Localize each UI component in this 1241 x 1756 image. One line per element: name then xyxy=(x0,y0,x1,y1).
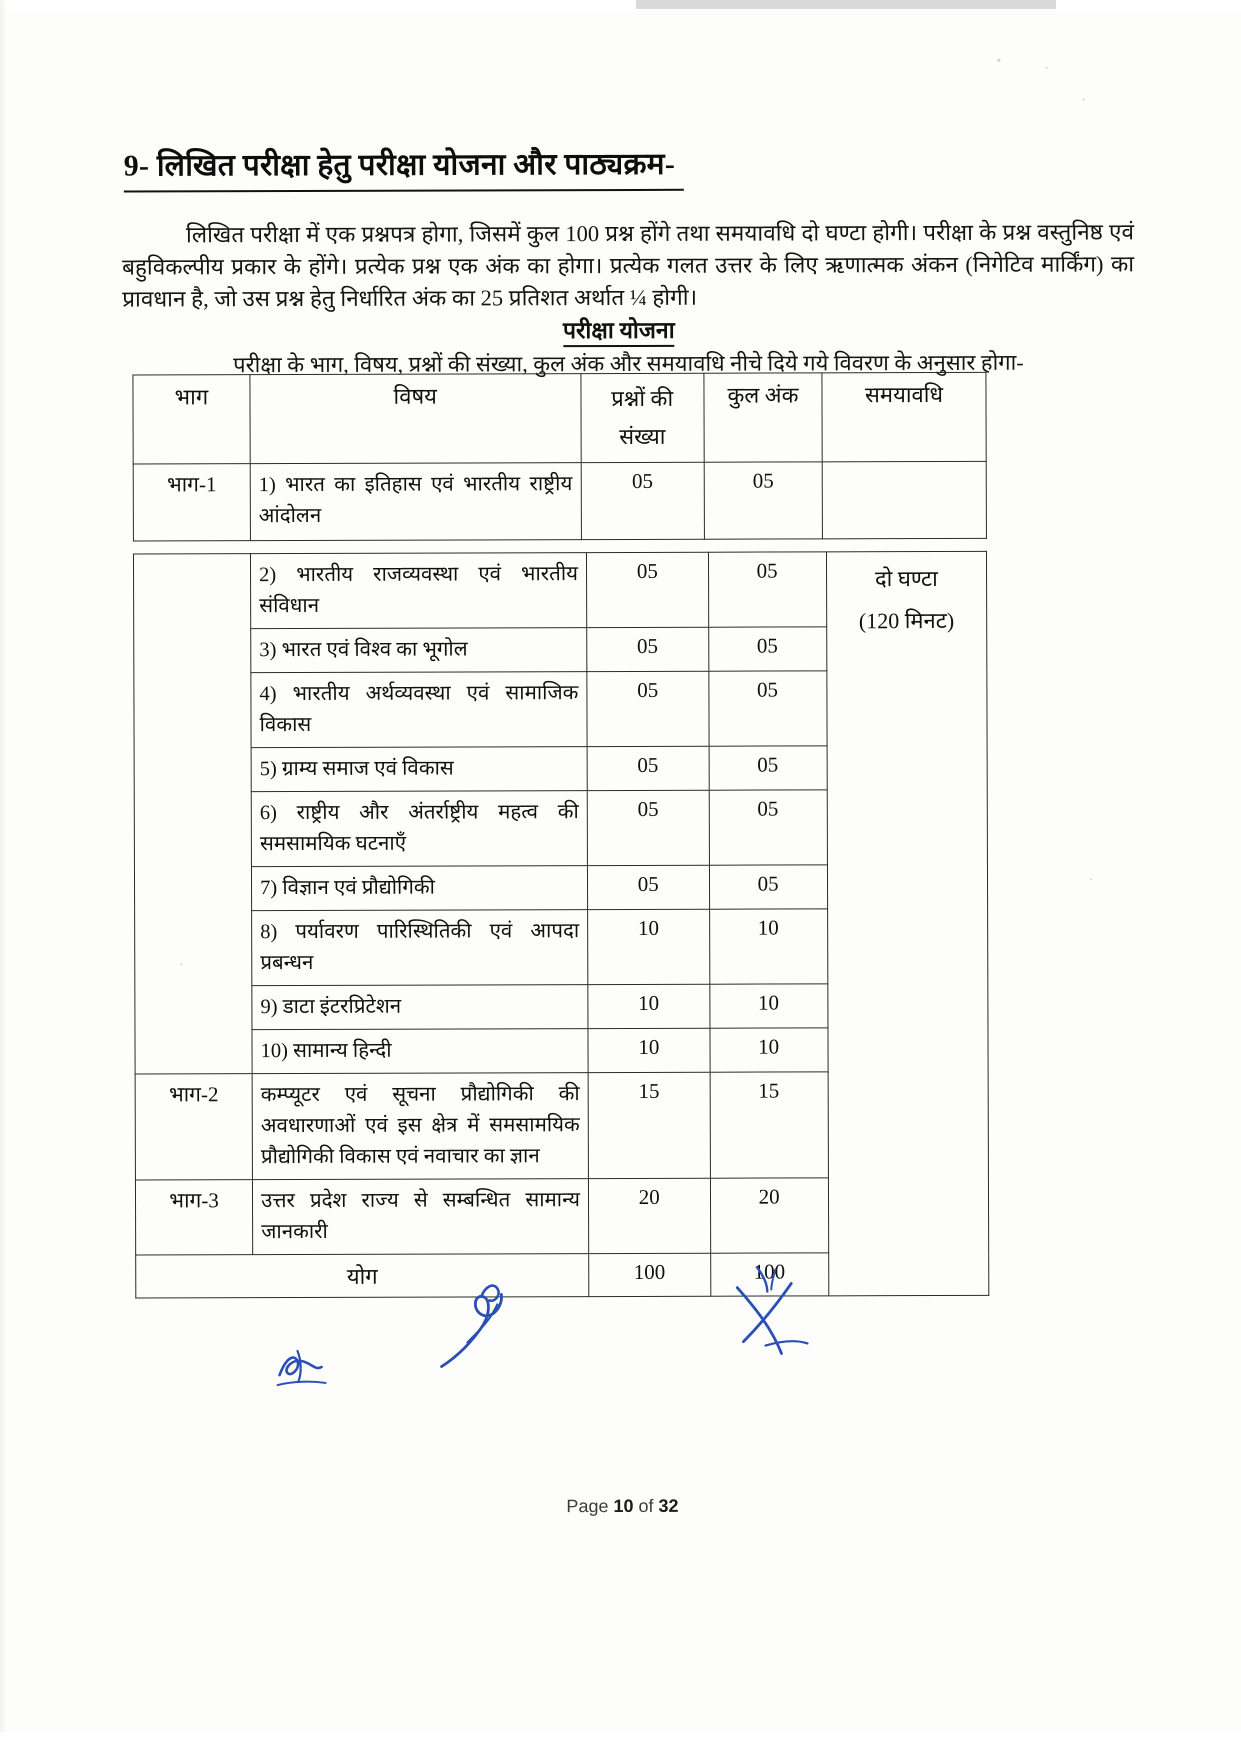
marks-cell: 05 xyxy=(709,746,827,790)
marks-cell: 05 xyxy=(708,552,826,627)
questions-cell: 05 xyxy=(586,552,708,627)
questions-cell: 05 xyxy=(587,790,709,865)
subject-cell: 2) भारतीय राजव्यवस्था एवं भारतीय संविधान xyxy=(251,553,587,629)
subject-cell: 8) पर्यावरण पारिस्थितिकी एवं आपदा प्रबन्धन xyxy=(252,910,588,986)
questions-cell: 05 xyxy=(587,627,709,671)
subject-cell: कम्प्यूटर एवं सूचना प्रौद्योगिकी की अवधारणाओं एवं इस क्षेत्र में समसामयिक प्रौद्योगिकी विकास एवं नवाचार का ज्ञान xyxy=(252,1073,588,1180)
subject-cell: 10) सामान्य हिन्दी xyxy=(252,1029,588,1074)
duration-cell-empty xyxy=(822,461,986,539)
subject-cell: 3) भारत एवं विश्व का भूगोल xyxy=(251,628,587,673)
scan-speck xyxy=(1090,879,1092,881)
questions-cell: 15 xyxy=(588,1072,710,1178)
questions-cell: 05 xyxy=(587,865,709,909)
marks-cell: 20 xyxy=(710,1178,828,1253)
column-header-questions-line1: प्रश्नों की xyxy=(611,385,674,412)
marks-cell: 05 xyxy=(704,462,822,539)
exam-scheme-table-wrapper xyxy=(132,372,989,1299)
marks-cell: 10 xyxy=(709,909,827,984)
subject-cell: 9) डाटा इंटरप्रिटेशन xyxy=(252,985,588,1030)
signature-left xyxy=(271,1331,361,1401)
subject-cell: 5) ग्राम्य समाज एवं विकास xyxy=(251,747,587,792)
scan-speck xyxy=(1083,99,1085,101)
subject-cell: 1) भारत का इतिहास एवं भारतीय राष्ट्रीय आंदोलन xyxy=(250,463,581,541)
exam-scheme-table-block-1 xyxy=(132,372,987,542)
questions-cell: 05 xyxy=(581,462,705,539)
column-header-subject: विषय xyxy=(250,374,581,464)
marks-cell: 05 xyxy=(708,671,826,746)
scan-speck xyxy=(997,59,1000,62)
subject-cell: उत्तर प्रदेश राज्य से सम्बन्धित सामान्य जानकारी xyxy=(253,1179,589,1255)
marks-cell: 05 xyxy=(708,627,826,671)
column-header-duration: समयावधि xyxy=(822,372,986,462)
exam-plan-heading-text: परीक्षा योजना xyxy=(563,318,675,347)
column-header-questions xyxy=(580,373,704,462)
marks-cell: 10 xyxy=(710,1028,828,1072)
scan-speck xyxy=(180,963,182,965)
scan-speck xyxy=(1045,67,1047,69)
part-label-1-continued-spacer xyxy=(133,554,252,1074)
footer-middle: of xyxy=(633,1495,659,1516)
signature-right xyxy=(719,1261,849,1381)
marks-cell: 05 xyxy=(709,790,827,865)
subject-cell: 6) राष्ट्रीय और अंतर्राष्ट्रीय महत्व की समसामयिक घटनाएँ xyxy=(251,791,587,867)
duration-cell xyxy=(826,551,989,1296)
total-label: योग xyxy=(136,1254,589,1298)
footer-page-number: 10 xyxy=(613,1495,634,1517)
part-label-1: भाग-1 xyxy=(133,464,250,541)
duration-line-2: (120 मिनट) xyxy=(858,607,955,634)
table-header-row xyxy=(133,372,986,464)
column-header-part: भाग xyxy=(133,375,250,464)
subject-cell: 7) विज्ञान एवं प्रौद्योगिकी xyxy=(252,866,588,911)
questions-cell: 10 xyxy=(588,984,710,1028)
questions-cell: 10 xyxy=(588,1028,710,1072)
exam-scheme-table-block-2 xyxy=(133,551,989,1299)
column-header-marks: कुल अंक xyxy=(704,373,822,462)
footer-total-pages: 32 xyxy=(658,1495,679,1516)
part-label-3: भाग-3 xyxy=(135,1180,252,1255)
exam-plan-heading xyxy=(0,311,1239,347)
page-footer xyxy=(2,1494,1241,1519)
column-header-questions-line2: संख्या xyxy=(619,423,666,450)
questions-cell: 10 xyxy=(588,909,710,984)
questions-cell: 20 xyxy=(588,1178,710,1253)
part-label-2: भाग-2 xyxy=(135,1074,252,1180)
marks-cell: 10 xyxy=(709,984,827,1028)
total-marks: 100 xyxy=(710,1253,828,1296)
exam-plan-subtitle: परीक्षा के भाग, विषय, प्रश्नों की संख्या, कुल अंक और समयावधि नीचे दिये गये विवरण के अनुसार होगा- xyxy=(233,349,1024,378)
subject-cell: 4) भारतीय अर्थव्यवस्था एवं सामाजिक विकास xyxy=(251,672,587,748)
questions-cell: 05 xyxy=(587,671,709,746)
marks-cell: 05 xyxy=(709,865,827,909)
page-title: 9- लिखित परीक्षा हेतु परीक्षा योजना और पाठ्यक्रम- xyxy=(124,146,684,192)
signature-center xyxy=(431,1270,561,1380)
duration-line-1: दो घण्टा xyxy=(874,566,938,592)
marks-cell: 15 xyxy=(710,1072,828,1178)
table-row xyxy=(133,551,986,629)
intro-paragraph: लिखित परीक्षा में एक प्रश्नपत्र होगा, जिसमें कुल 100 प्रश्न होंगे तथा समयावधि दो घण्टा होगी। परीक्षा के प्रश्न वस्तुनिष्ठ एवं बहुविकल्पीय प्रकार के होंगे। प्रत्येक प्रश्न एक अंक का होगा। प्रत्येक गलत उत्तर के लिए ऋणात्मक अंकन (निगेटिव मार्किंग) का प्रावधान है, जो उस प्रश्न हेतु निर्धारित अंक का 25 प्रतिशत अर्थात ¼ होगी। xyxy=(122,219,1135,312)
total-questions: 100 xyxy=(589,1253,711,1296)
questions-cell: 05 xyxy=(587,746,709,790)
table-row xyxy=(133,461,986,541)
footer-prefix: Page xyxy=(566,1496,614,1517)
